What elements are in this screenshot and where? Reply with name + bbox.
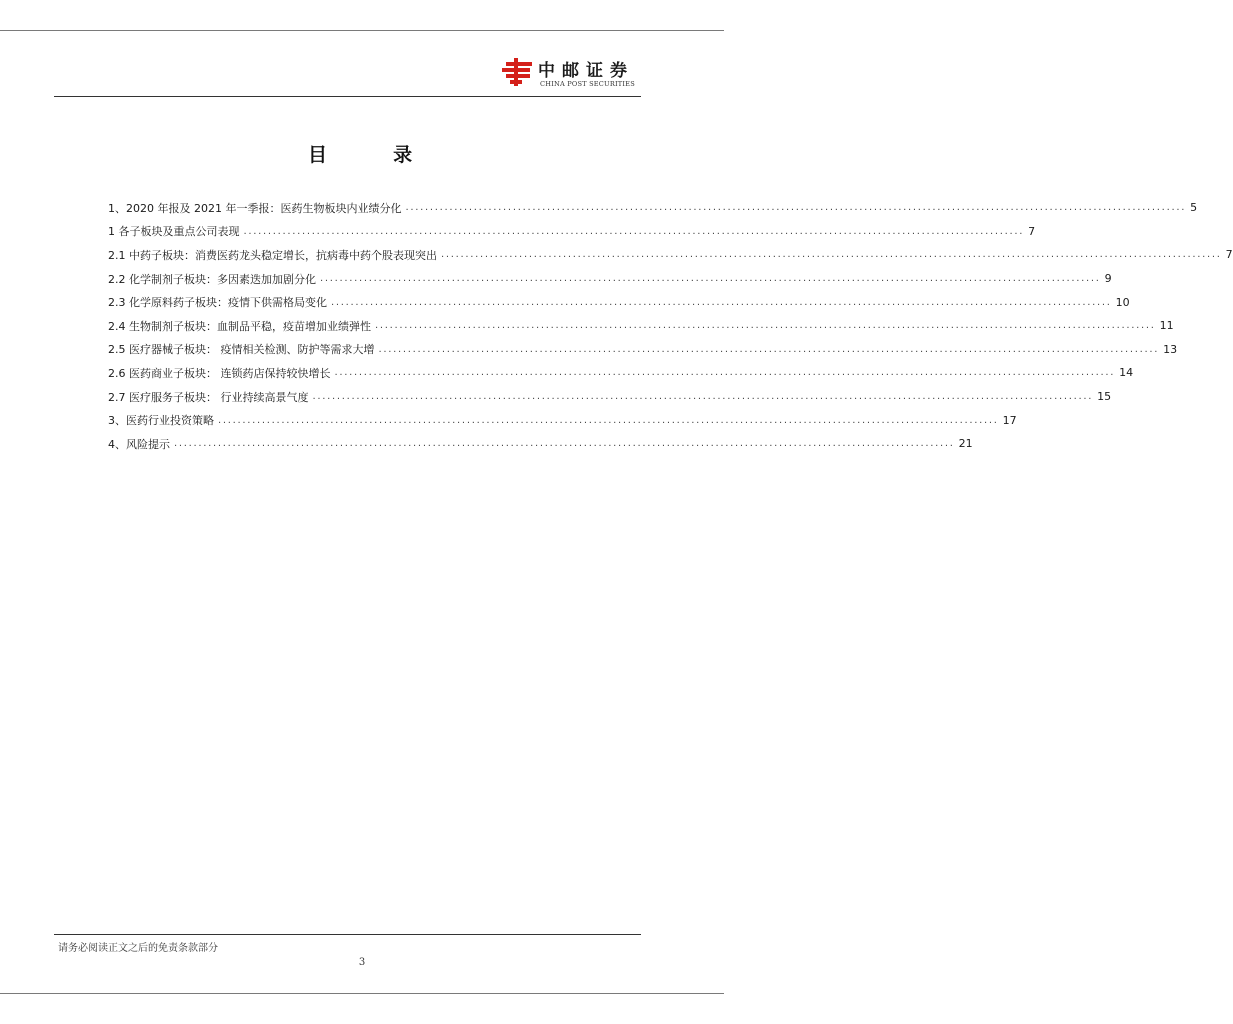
logo-chinese-name: 中邮证券 bbox=[538, 61, 634, 81]
footer-divider bbox=[54, 934, 641, 935]
toc-entry-label: 2.5 医疗器械子板块： 疫情相关检测、防护等需求大增 bbox=[108, 343, 375, 357]
toc-title: 目 录 bbox=[308, 144, 413, 166]
toc-dot-leader: ................................................................................................................................................................ bbox=[441, 249, 1222, 261]
page-frame-top bbox=[0, 30, 724, 31]
toc-dot-leader: ................................................................................................................................................................ bbox=[334, 367, 1116, 379]
toc-dot-leader: ................................................................................................................................................................ bbox=[312, 391, 1094, 403]
toc-entry[interactable] bbox=[108, 385, 1112, 409]
toc-entry-page: 15 bbox=[1097, 390, 1112, 404]
page-frame-bottom bbox=[0, 993, 724, 994]
toc-entry-label: 1 各子板块及重点公司表现 bbox=[108, 225, 240, 239]
toc-entry-page: 21 bbox=[958, 437, 973, 451]
toc-dot-leader: ................................................................................................................................................................ bbox=[331, 296, 1112, 308]
toc-entry[interactable] bbox=[108, 220, 1036, 244]
toc-entry-page: 17 bbox=[1002, 413, 1017, 427]
toc-entry-label: 2.1 中药子板块：消费医药龙头稳定增长，抗病毒中药个股表现突出 bbox=[108, 248, 437, 262]
toc-entry[interactable] bbox=[108, 243, 1233, 267]
toc-dot-leader: ................................................................................................................................................................ bbox=[375, 320, 1156, 332]
toc-entry-page: 5 bbox=[1190, 201, 1198, 215]
toc-entry[interactable] bbox=[108, 408, 1017, 432]
toc-entry-label: 4、风险提示 bbox=[108, 437, 170, 451]
header-divider bbox=[54, 96, 641, 97]
toc-entry[interactable] bbox=[108, 338, 1178, 362]
toc-entry-page: 14 bbox=[1119, 366, 1134, 380]
toc-entry-page: 7 bbox=[1225, 248, 1233, 262]
toc-entry-label: 2.2 化学制剂子板块：多因素迭加加剧分化 bbox=[108, 272, 316, 286]
toc-dot-leader: ................................................................................................................................................................ bbox=[405, 202, 1187, 214]
toc-entry[interactable] bbox=[108, 432, 973, 456]
toc-entry-page: 11 bbox=[1159, 319, 1174, 333]
toc-entry[interactable] bbox=[108, 267, 1112, 291]
company-logo bbox=[500, 56, 640, 92]
toc-entry-label: 1、2020 年报及 2021 年一季报：医药生物板块内业绩分化 bbox=[108, 201, 402, 215]
toc-entry-label: 2.4 生物制剂子板块：血制品平稳，疫苗增加业绩弹性 bbox=[108, 319, 371, 333]
toc-dot-leader: ................................................................................................................................................................ bbox=[174, 438, 955, 450]
toc-dot-leader: ................................................................................................................................................................ bbox=[378, 343, 1160, 355]
toc-dot-leader: ................................................................................................................................................................ bbox=[243, 225, 1025, 237]
toc-entry[interactable] bbox=[108, 361, 1134, 385]
toc-entry-label: 2.6 医药商业子板块： 连锁药店保持较快增长 bbox=[108, 366, 331, 380]
page-number: 3 bbox=[358, 957, 366, 968]
china-post-logo-icon bbox=[500, 56, 534, 88]
disclaimer-text: 请务必阅读正文之后的免责条款部分 bbox=[58, 943, 218, 954]
toc-entry[interactable] bbox=[108, 290, 1130, 314]
toc-entry-page: 9 bbox=[1104, 272, 1112, 286]
toc-dot-leader: ................................................................................................................................................................ bbox=[218, 414, 999, 426]
toc-dot-leader: ................................................................................................................................................................ bbox=[320, 273, 1101, 285]
toc-entry-page: 10 bbox=[1115, 295, 1130, 309]
logo-english-name: CHINA POST SECURITIES bbox=[540, 80, 635, 88]
toc-entry-label: 3、医药行业投资策略 bbox=[108, 414, 214, 428]
toc-entry-label: 2.7 医疗服务子板块： 行业持续高景气度 bbox=[108, 390, 309, 404]
toc-entry[interactable] bbox=[108, 196, 1198, 220]
toc-entry[interactable] bbox=[108, 314, 1174, 338]
toc-entry-page: 7 bbox=[1028, 224, 1036, 238]
toc-entry-page: 13 bbox=[1163, 342, 1178, 356]
table-of-contents bbox=[108, 196, 1233, 456]
toc-entry-label: 2.3 化学原料药子板块：疫情下供需格局变化 bbox=[108, 296, 327, 310]
